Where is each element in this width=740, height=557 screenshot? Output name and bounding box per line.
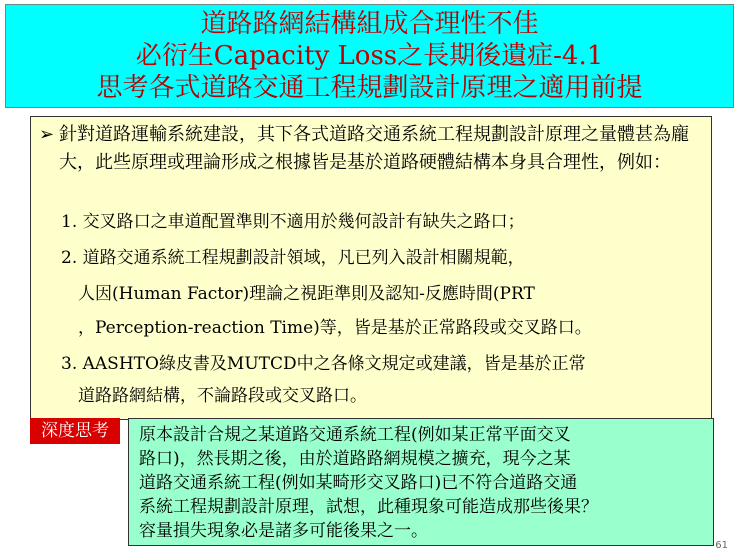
slide-title-box <box>5 4 734 108</box>
deep-thinking-line-1: 原本設計合規之某道路交通系統工程(例如某正常平面交叉 <box>139 425 571 445</box>
deep-thinking-label: 深度思考 <box>30 418 120 444</box>
intro-text: 針對道路運輸系統建設，其下各式道路交通系統工程規劃設計原理之量體甚為龐大，此些原理或理論形成之根據皆是基於道路硬體結構本身具合理性，例如： <box>59 124 689 173</box>
list-item-2-line-1: 2. 道路交通系統工程規劃設計領域，凡已列入設計相關規範， <box>61 248 525 268</box>
intro-paragraph <box>39 121 707 177</box>
list-item-3-line-2: 道路路網結構，不論路段或交叉路口。 <box>78 386 367 406</box>
deep-thinking-line-3: 道路交通系統工程(例如某畸形交叉路口)已不符合道路交通 <box>139 473 578 493</box>
deep-thinking-line-5: 容量損失現象必是諸多可能後果之一。 <box>139 521 428 541</box>
list-item-2-line-3: ，Perception-reaction Time)等，皆是基於正常路段或交叉路口。 <box>78 318 592 338</box>
page-number: 61 <box>715 540 728 551</box>
title-line-1: 道路路網結構組成合理性不佳 <box>200 9 539 39</box>
deep-thinking-line-4: 系統工程規劃設計原理，試想，此種現象可能造成那些後果？ <box>139 497 598 517</box>
title-line-3: 思考各式道路交通工程規劃設計原理之適用前提 <box>96 73 643 103</box>
deep-thinking-box <box>128 418 714 546</box>
list-item-2-line-2: 人因(Human Factor)理論之視距準則及認知-反應時間(PRT <box>78 284 535 304</box>
deep-thinking-line-2: 路口)，然長期之後，由於道路路網規模之擴充，現今之某 <box>139 449 571 469</box>
title-line-2: 必衍生Capacity Loss之長期後遺症-4.1 <box>135 41 604 71</box>
list-item-3-line-1: 3. AASHTO綠皮書及MUTCD中之各條文規定或建議，皆是基於正常 <box>61 354 586 374</box>
content-box <box>30 116 712 420</box>
arrow-bullet-icon: ➢ <box>39 124 55 145</box>
list-item-1: 1. 交叉路口之車道配置準則不適用於幾何設計有缺失之路口； <box>61 212 525 232</box>
